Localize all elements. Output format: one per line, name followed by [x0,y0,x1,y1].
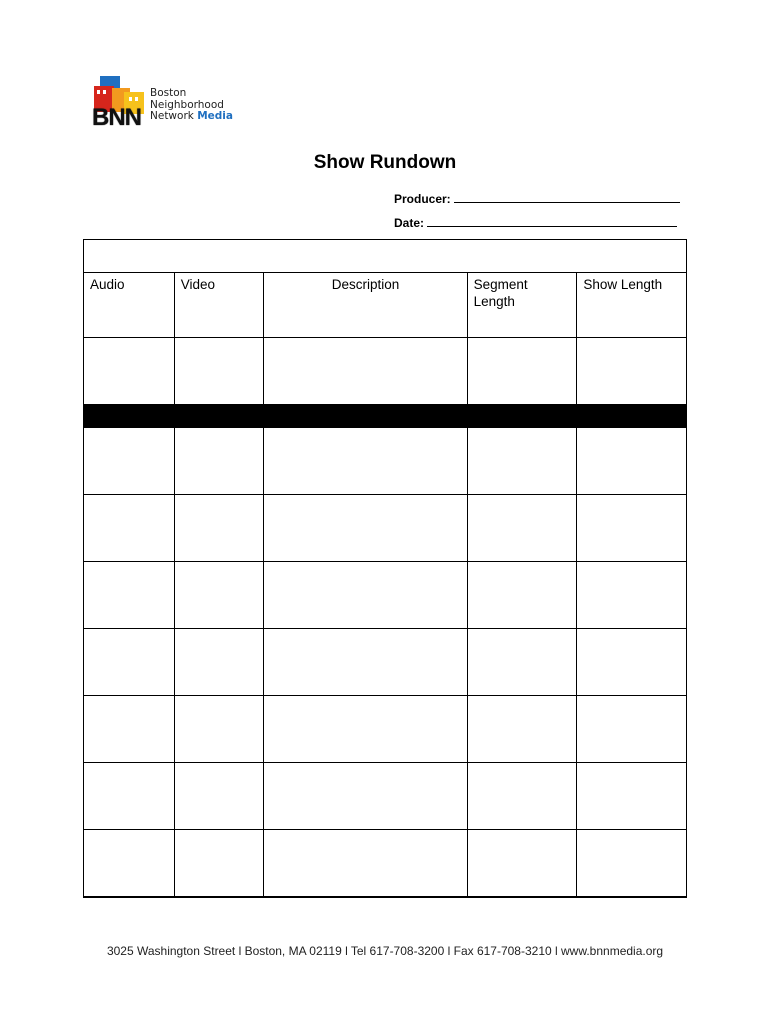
table-cell[interactable] [467,428,577,495]
table-cell[interactable] [84,696,175,763]
logo-bnn-text: BNN [92,104,141,131]
page-title: Show Rundown [313,152,457,173]
table-cell[interactable] [467,495,577,562]
table-cell[interactable] [577,338,687,405]
table-row [84,830,687,897]
producer-blank-line[interactable] [454,192,680,203]
header-audio: Audio [84,273,175,338]
table-cell[interactable] [467,562,577,629]
table-cell[interactable] [264,696,467,763]
divider-row [84,405,687,428]
table-cell[interactable] [84,338,175,405]
date-label: Date: [394,216,425,230]
logo-line-boston: Boston [150,87,187,99]
table-cell[interactable] [264,428,467,495]
date-blank-line[interactable] [427,216,677,227]
logo-line-neighborhood: Neighborhood [150,98,224,111]
table-header-row [84,273,687,338]
table-cell[interactable] [467,338,577,405]
table-cell[interactable] [577,629,687,696]
table-title-row [84,240,687,273]
table-row [84,696,687,763]
footer-contact: 3025 Washington Street l Boston, MA 02119 l Tel 617-708-3200 l Fax 617-708-3210 l www.bnnmedia.org [106,944,664,958]
table-cell[interactable] [174,428,264,495]
table-cell[interactable] [174,495,264,562]
table-cell[interactable] [264,562,467,629]
table-cell[interactable] [264,763,467,830]
table-cell[interactable] [467,830,577,897]
table-cell[interactable] [577,830,687,897]
table-row [84,629,687,696]
table-row [84,763,687,830]
table-cell[interactable] [577,495,687,562]
table-cell[interactable] [84,562,175,629]
table-cell[interactable] [467,696,577,763]
table-cell[interactable] [577,696,687,763]
table-cell[interactable] [84,428,175,495]
logo-line-network-media: Network Media [150,110,233,122]
table-cell[interactable] [467,629,577,696]
table-cell[interactable] [577,428,687,495]
bnn-logo-mark [92,74,150,130]
producer-field[interactable] [394,192,680,206]
table-cell[interactable] [174,696,264,763]
table-row [84,428,687,495]
table-row [84,562,687,629]
table-cell[interactable] [264,830,467,897]
table-cell[interactable] [467,763,577,830]
header-show-length: Show Length [577,273,687,338]
table-cell[interactable] [174,562,264,629]
table-row [84,495,687,562]
bnn-logo [92,74,252,136]
table-title-cell[interactable] [84,240,687,273]
table-cell[interactable] [264,629,467,696]
table-cell[interactable] [84,495,175,562]
table-cell[interactable] [174,763,264,830]
table-cell[interactable] [264,495,467,562]
table-cell[interactable] [264,338,467,405]
table-cell[interactable] [174,338,264,405]
table-cell[interactable] [174,830,264,897]
producer-label: Producer: [394,192,451,206]
table-cell[interactable] [84,830,175,897]
date-field[interactable] [394,216,677,230]
logo-wordmark [150,88,233,123]
header-description: Description [264,273,467,338]
table-cell[interactable] [174,629,264,696]
table-cell[interactable] [577,562,687,629]
header-segment-length: Segment Length [467,273,577,338]
table-cell[interactable] [84,629,175,696]
table-row [84,338,687,405]
header-video: Video [174,273,264,338]
table-cell[interactable] [84,763,175,830]
table-cell[interactable] [577,763,687,830]
rundown-table [83,239,687,898]
